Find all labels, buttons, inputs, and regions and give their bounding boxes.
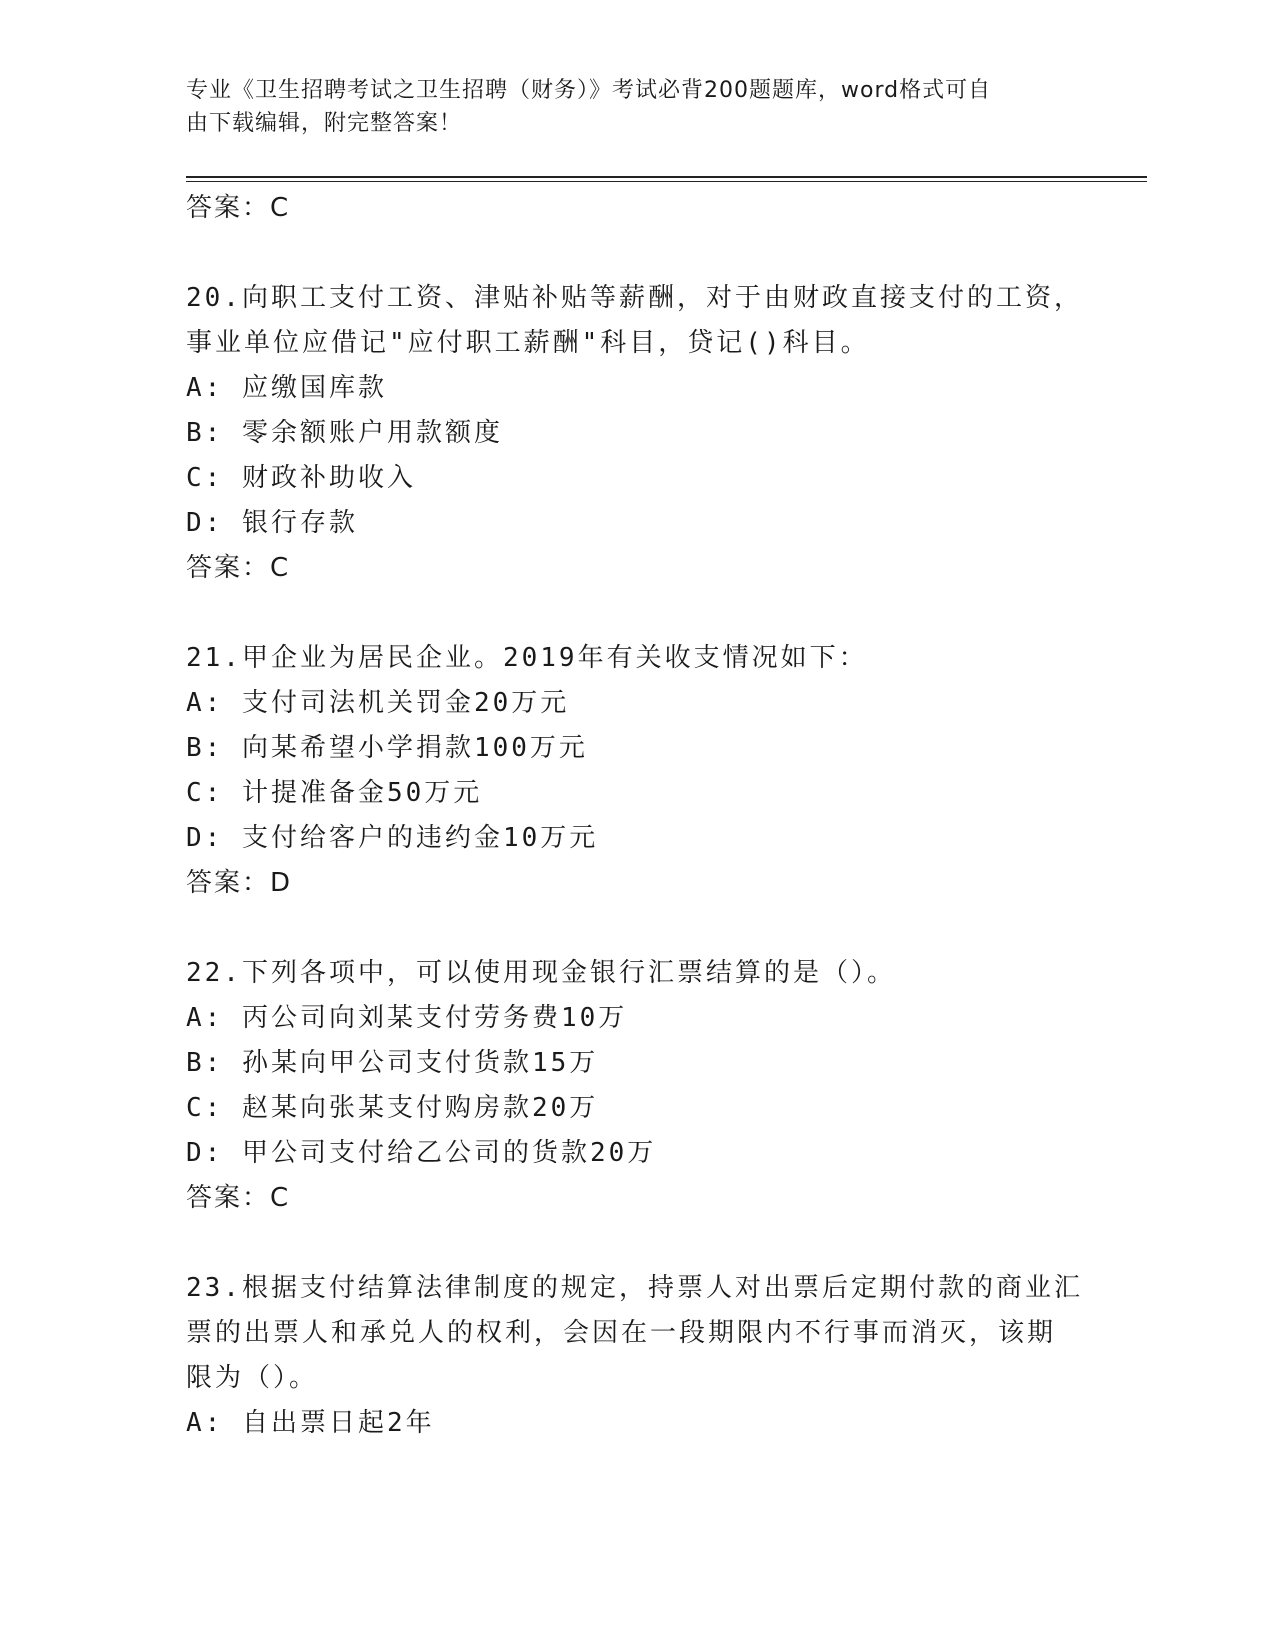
header-line-1: 专业《卫生招聘考试之卫生招聘（财务）》考试必背200题题库，word格式可自	[186, 78, 992, 103]
option-d: D: 支付给客户的违约金10万元	[186, 823, 599, 853]
option-a: A: 支付司法机关罚金20万元	[186, 688, 570, 718]
document-header	[186, 74, 1066, 140]
option-b: B: 零余额账户用款额度	[186, 418, 503, 448]
option-d: D: 甲公司支付给乙公司的货款20万	[186, 1138, 657, 1168]
option-a: A: 丙公司向刘某支付劳务费10万	[186, 1003, 628, 1033]
question-list	[186, 186, 1086, 1446]
header-divider-thin	[186, 181, 1147, 182]
question-text: 限为（）。	[186, 1363, 319, 1393]
question-text: 23.根据支付结算法律制度的规定，持票人对出票后定期付款的商业汇	[186, 1273, 1083, 1303]
option-d: D: 银行存款	[186, 508, 358, 538]
option-a: A: 自出票日起2年	[186, 1408, 435, 1438]
answer-line: 答案：C	[186, 553, 291, 583]
question-block	[186, 276, 1086, 591]
option-b: B: 向某希望小学捐款100万元	[186, 733, 588, 763]
question-text: 22.下列各项中，可以使用现金银行汇票结算的是（）。	[186, 958, 896, 988]
question-text: 票的出票人和承兑人的权利，会因在一段期限内不行事而消灭，该期	[186, 1318, 1057, 1348]
question-block	[186, 636, 1086, 906]
question-text: 20.向职工支付工资、津贴补贴等薪酬，对于由财政直接支付的工资，	[186, 283, 1083, 313]
question-text: 21.甲企业为居民企业。2019年有关收支情况如下：	[186, 643, 868, 673]
answer-line: 答案：D	[186, 868, 293, 898]
option-a: A: 应缴国库款	[186, 373, 387, 403]
option-c: C: 计提准备金50万元	[186, 778, 483, 808]
question-block	[186, 951, 1086, 1221]
question-text: 事业单位应借记"应付职工薪酬"科目，贷记()科目。	[186, 328, 870, 358]
header-line-2: 由下载编辑，附完整答案！	[186, 111, 463, 136]
question-block	[186, 1266, 1086, 1446]
header-divider-thick	[186, 176, 1147, 178]
option-c: C: 财政补助收入	[186, 463, 416, 493]
option-b: B: 孙某向甲公司支付货款15万	[186, 1048, 599, 1078]
answer-line: 答案：C	[186, 193, 291, 223]
option-c: C: 赵某向张某支付购房款20万	[186, 1093, 599, 1123]
answer-line: 答案：C	[186, 1183, 291, 1213]
